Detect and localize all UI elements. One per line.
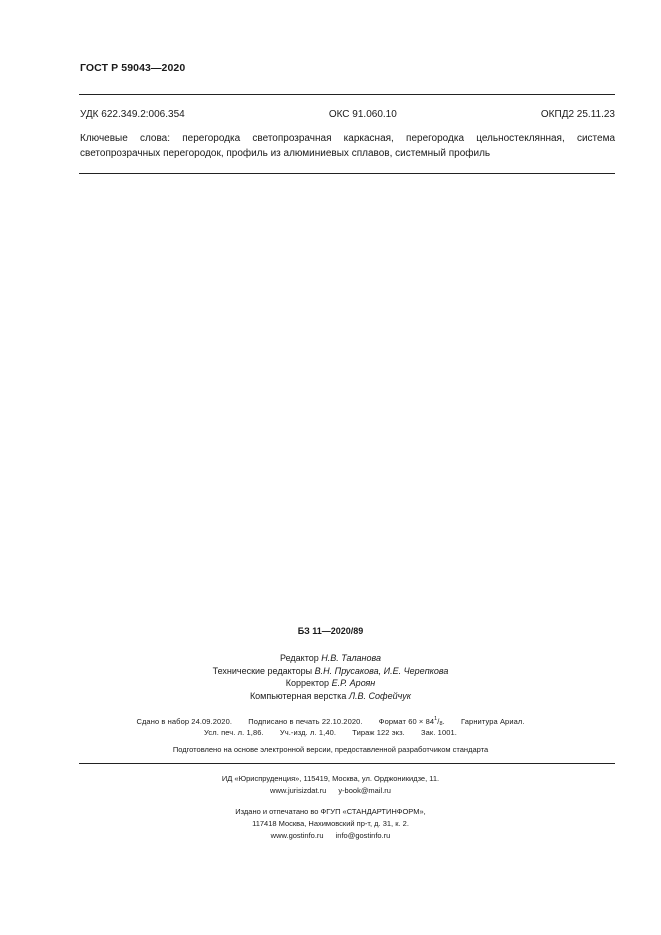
- oks-code: ОКС 91.060.10: [328, 109, 397, 120]
- print-format: Формат $60 \times 84^1/_8$.: [378, 716, 445, 727]
- publisher-divider: [79, 763, 615, 764]
- udk-code: УДК 622.349.2:006.354: [80, 109, 185, 120]
- print-info-line-2: [0, 728, 661, 737]
- signed-date: Подписано в печать 22.10.2020.: [248, 717, 363, 726]
- printer-address: 117418 Москва, Нахимовский пр-т, д. 31, к. 2.: [252, 819, 409, 828]
- publisher-email-link[interactable]: y-book@mail.ru: [338, 786, 391, 795]
- document-code: ГОСТ Р 59043—2020: [80, 62, 186, 74]
- printer-email-link[interactable]: info@gostinfo.ru: [335, 831, 391, 840]
- publisher-address: ИД «Юриспруденция», 115419, Москва, ул. Орджоникидзе, 11.: [221, 774, 440, 783]
- printer-name: Издано и отпечатано во ФГУП «СТАНДАРТИНФОРМ»,: [235, 807, 426, 816]
- publisher-sheets: Уч.-изд. л. 1,40.: [279, 728, 337, 737]
- credit-tech-editors: Технические редакторы В.Н. Прусакова, И.Е. Черепкова: [212, 665, 449, 676]
- credits-block: [0, 652, 661, 702]
- credit-corrector: Корректор Е.Р. Ароян: [285, 678, 376, 688]
- classification-row: [80, 109, 615, 120]
- keywords-paragraph: Ключевые слова: перегородка светопрозрачная каркасная, перегородка цельностеклянная, система светопрозрачных перегородок, профиль из алюминиевых сплавов, системный профиль: [80, 133, 615, 159]
- printer-site-link[interactable]: www.gostinfo.ru: [270, 831, 324, 840]
- bz-number: БЗ 11—2020/89: [297, 626, 364, 636]
- printed-sheets: Усл. печ. л. 1,86.: [204, 728, 264, 737]
- printer-block: [0, 806, 661, 842]
- credit-editor: Редактор Н.В. Таланова: [279, 653, 382, 663]
- publisher-site-link[interactable]: www.jurisizdat.ru: [270, 786, 327, 795]
- typeface: Гарнитура Ариал.: [461, 717, 525, 726]
- print-info-line-1: [0, 716, 661, 727]
- top-divider: [79, 94, 615, 95]
- print-run: Тираж 122 экз.: [352, 728, 405, 737]
- okpd-code: ОКПД2 25.11.23: [540, 109, 615, 120]
- submitted-date: Сдано в набор 24.09.2020.: [136, 717, 233, 726]
- credit-layout: Компьютерная верстка Л.В. Софейчук: [249, 690, 412, 701]
- publisher-block: [0, 773, 661, 797]
- order-number: Зак. 1001.: [421, 728, 457, 737]
- printer-contacts: [0, 830, 661, 842]
- publisher-contacts: [0, 785, 661, 797]
- prepared-note: Подготовлено на основе электронной версии, предоставленной разработчиком стандарта: [172, 745, 489, 754]
- keywords-divider: [79, 173, 615, 174]
